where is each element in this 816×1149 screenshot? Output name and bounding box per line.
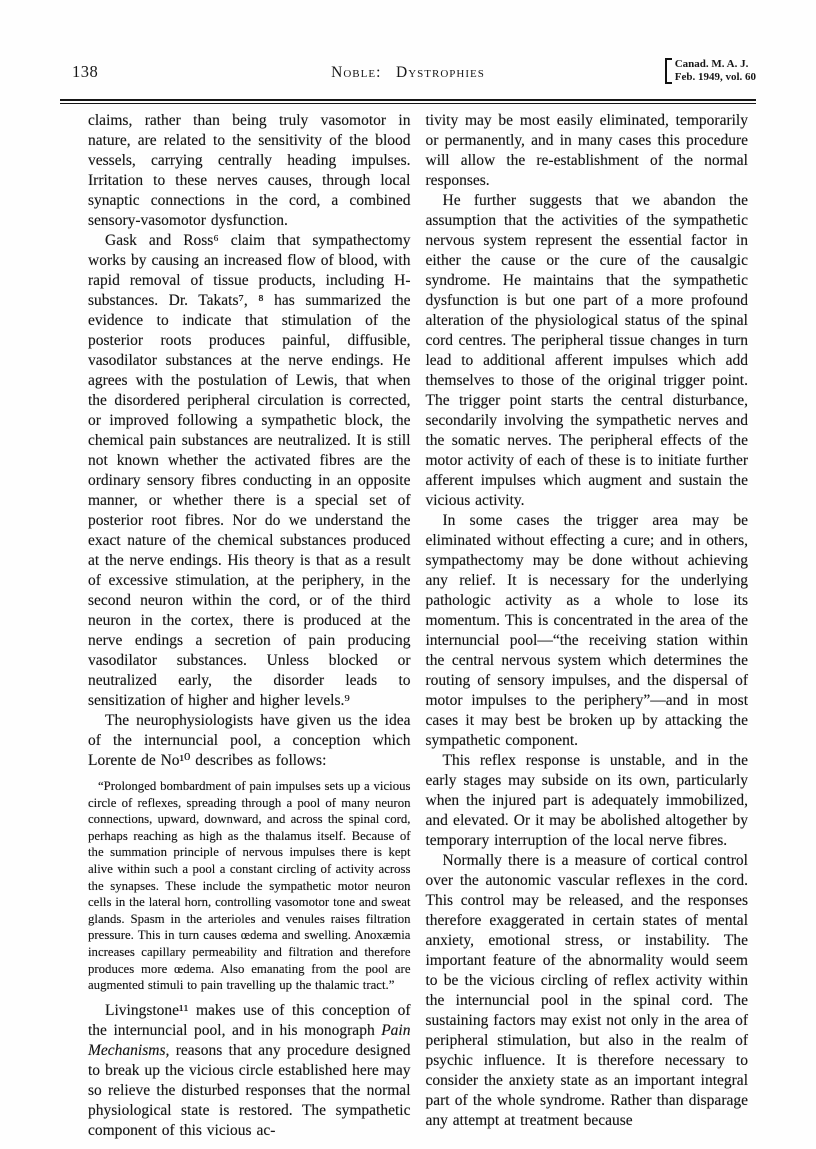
monograph-title: Pain Mechanisms, (88, 1021, 411, 1059)
paragraph-further-suggests: He further suggests that we abandon the assumption that the activities of the sympathetic nervous system represent the essential factor in either the cause or the cure of the causalgic syndrome. He maintains that the sympathetic dysfunction is but one part of a more profound alteration of the physiological status of the spinal cord centres. The peripheral tissue changes in turn lead to additional afferent impulses which add themselves to those of the original trigger point. The trigger point starts the central disturbance, secondarily involving the sympathetic nerves and the somatic nerves. The peripheral effects of the motor activity of each of these is to initiate further afferent impulses which augment and sustain the vicious activity. (425, 192, 748, 509)
citation-line-1: Canad. M. A. J. (674, 58, 749, 70)
paragraph-gask-ross: Gask and Ross⁶ claim that sympathectomy works by causing an increased flow of blood, with rapid removal of tissue products, including H-substances. Dr. Takats⁷, ⁸ has summarized the evidence to indicate that stimulation of the posterior roots produces painful, diffusible, vasodilator substances at the nerve endings. He agrees with the postulation of Lewis, that when the disordered peripheral circulation is corrected, or improved following a sympathetic block, the chemical pain substances are neutralized. It is still not known whether the activated fibres are the ordinary sensory fibres conducting in an opposite manner, or whether there is a special set of posterior root fibres. Nor do we understand the exact nature of the chemical substances produced at the nerve endings. His theory is that as a result of excessive stimulation, at the periphery, in the second neuron within the cord, or of the third neuron in the cortex, there is produced at the nerve endings a secretion of pain producing vasodilator substances. Unless blocked or neutralized early, the disorder leads to sensitization of higher and higher levels.⁹ (88, 232, 411, 709)
right-column (426, 111, 749, 1141)
livingstone-lead: Livingstone¹¹ makes use of this conception of the internuncial pool, and in his monograph (88, 1001, 411, 1039)
left-column (88, 111, 411, 1141)
paragraph-reflex-response: This reflex response is unstable, and in the early stages may subside on its own, particularly when the injured part is adequately immobilized, and elevated. Or it may be abolished altogether by temporary interruption of the local nerve fibres. (425, 752, 748, 849)
paragraph-normally-cortical: Normally there is a measure of cortical control over the autonomic vascular reflexes in the cord. This control may be released, and the responses therefore exaggerated in certain states of mental anxiety, emotional stress, or instability. The important feature of the abnormality would seem to be the vicious circling of reflex activity within the internuncial pool in the spinal cord. The sustaining factors may exist not only in the area of peripheral stimulation, but also in the realm of psychic influence. It is therefore necessary to consider the anxiety state as an important integral part of the whole syndrome. Rather than disparage any attempt at treatment because (425, 852, 748, 1129)
journal-citation (665, 58, 756, 84)
paragraph-claims: claims, rather than being truly vasomotor in nature, are related to the sensitivity of the blood vessels, carrying centrally heading impulses. Irritation to these nerves causes, through local synaptic connections in the cord, a combined sensory-vasomotor dysfunction. (88, 112, 411, 229)
paragraph-some-cases: In some cases the trigger area may be eliminated without effecting a cure; and in others, sympathectomy may be done without achieving any relief. It is necessary for the underlying pathologic activity as a whole to lose its momentum. This is concentrated in the area of the internuncial pool—“the receiving station within the central nervous system which determines the routing of sensory impulses, and the dispersal of motor impulses to the periphery”—and in most cases it may best be broken up by attacking the sympathetic component. (425, 512, 748, 749)
citation-line-2: Feb. 1949, vol. 60 (674, 71, 756, 83)
paragraph-livingstone (88, 1001, 411, 1141)
paragraph-neurophysiologists: The neurophysiologists have given us the idea of the internuncial pool, a conception which Lorente de No¹⁰ describes as follows: (88, 712, 411, 769)
running-title: Noble: Dystrophies (331, 64, 485, 81)
header-rule (60, 99, 756, 104)
paragraph-tivity: tivity may be most easily eliminated, temporarily or permanently, and in many cases this procedure will allow the re-establishment of the normal responses. (425, 112, 748, 189)
blockquote-lorente-de-no: “Prolonged bombardment of pain impulses sets up a vicious circle of reflexes, spreading through a pool of many neuron connections, upward, downward, and across the spinal cord, perhaps reaching as high as the thalamus itself. Because of the summation principle of nervous impulses there is kept alive within such a pool a constant circling of activity across the synapses. These include the sympathetic motor neuron cells in the lateral horn, controlling vasomotor tone and sweat glands. Spasm in the arterioles and venules raises filtration pressure. This in turn causes œdema and swelling. Anoxæmia increases capillary permeability and filtration and therefore produces more œdema. Also emanating from the pool are augmented stimuli to pain travelling up the thalamic tract.” (88, 779, 411, 993)
article-body (88, 111, 748, 1141)
page-number: 138 (72, 62, 99, 81)
citation-lines (675, 58, 756, 84)
page-header (0, 0, 816, 97)
livingstone-rest: reasons that any procedure designed to break up the vicious circle established here may so relieve the disturbed responses that the normal physiological state is restored. The sympathetic component of this vicious ac- (88, 1041, 411, 1139)
citation-bracket-icon (665, 58, 672, 84)
